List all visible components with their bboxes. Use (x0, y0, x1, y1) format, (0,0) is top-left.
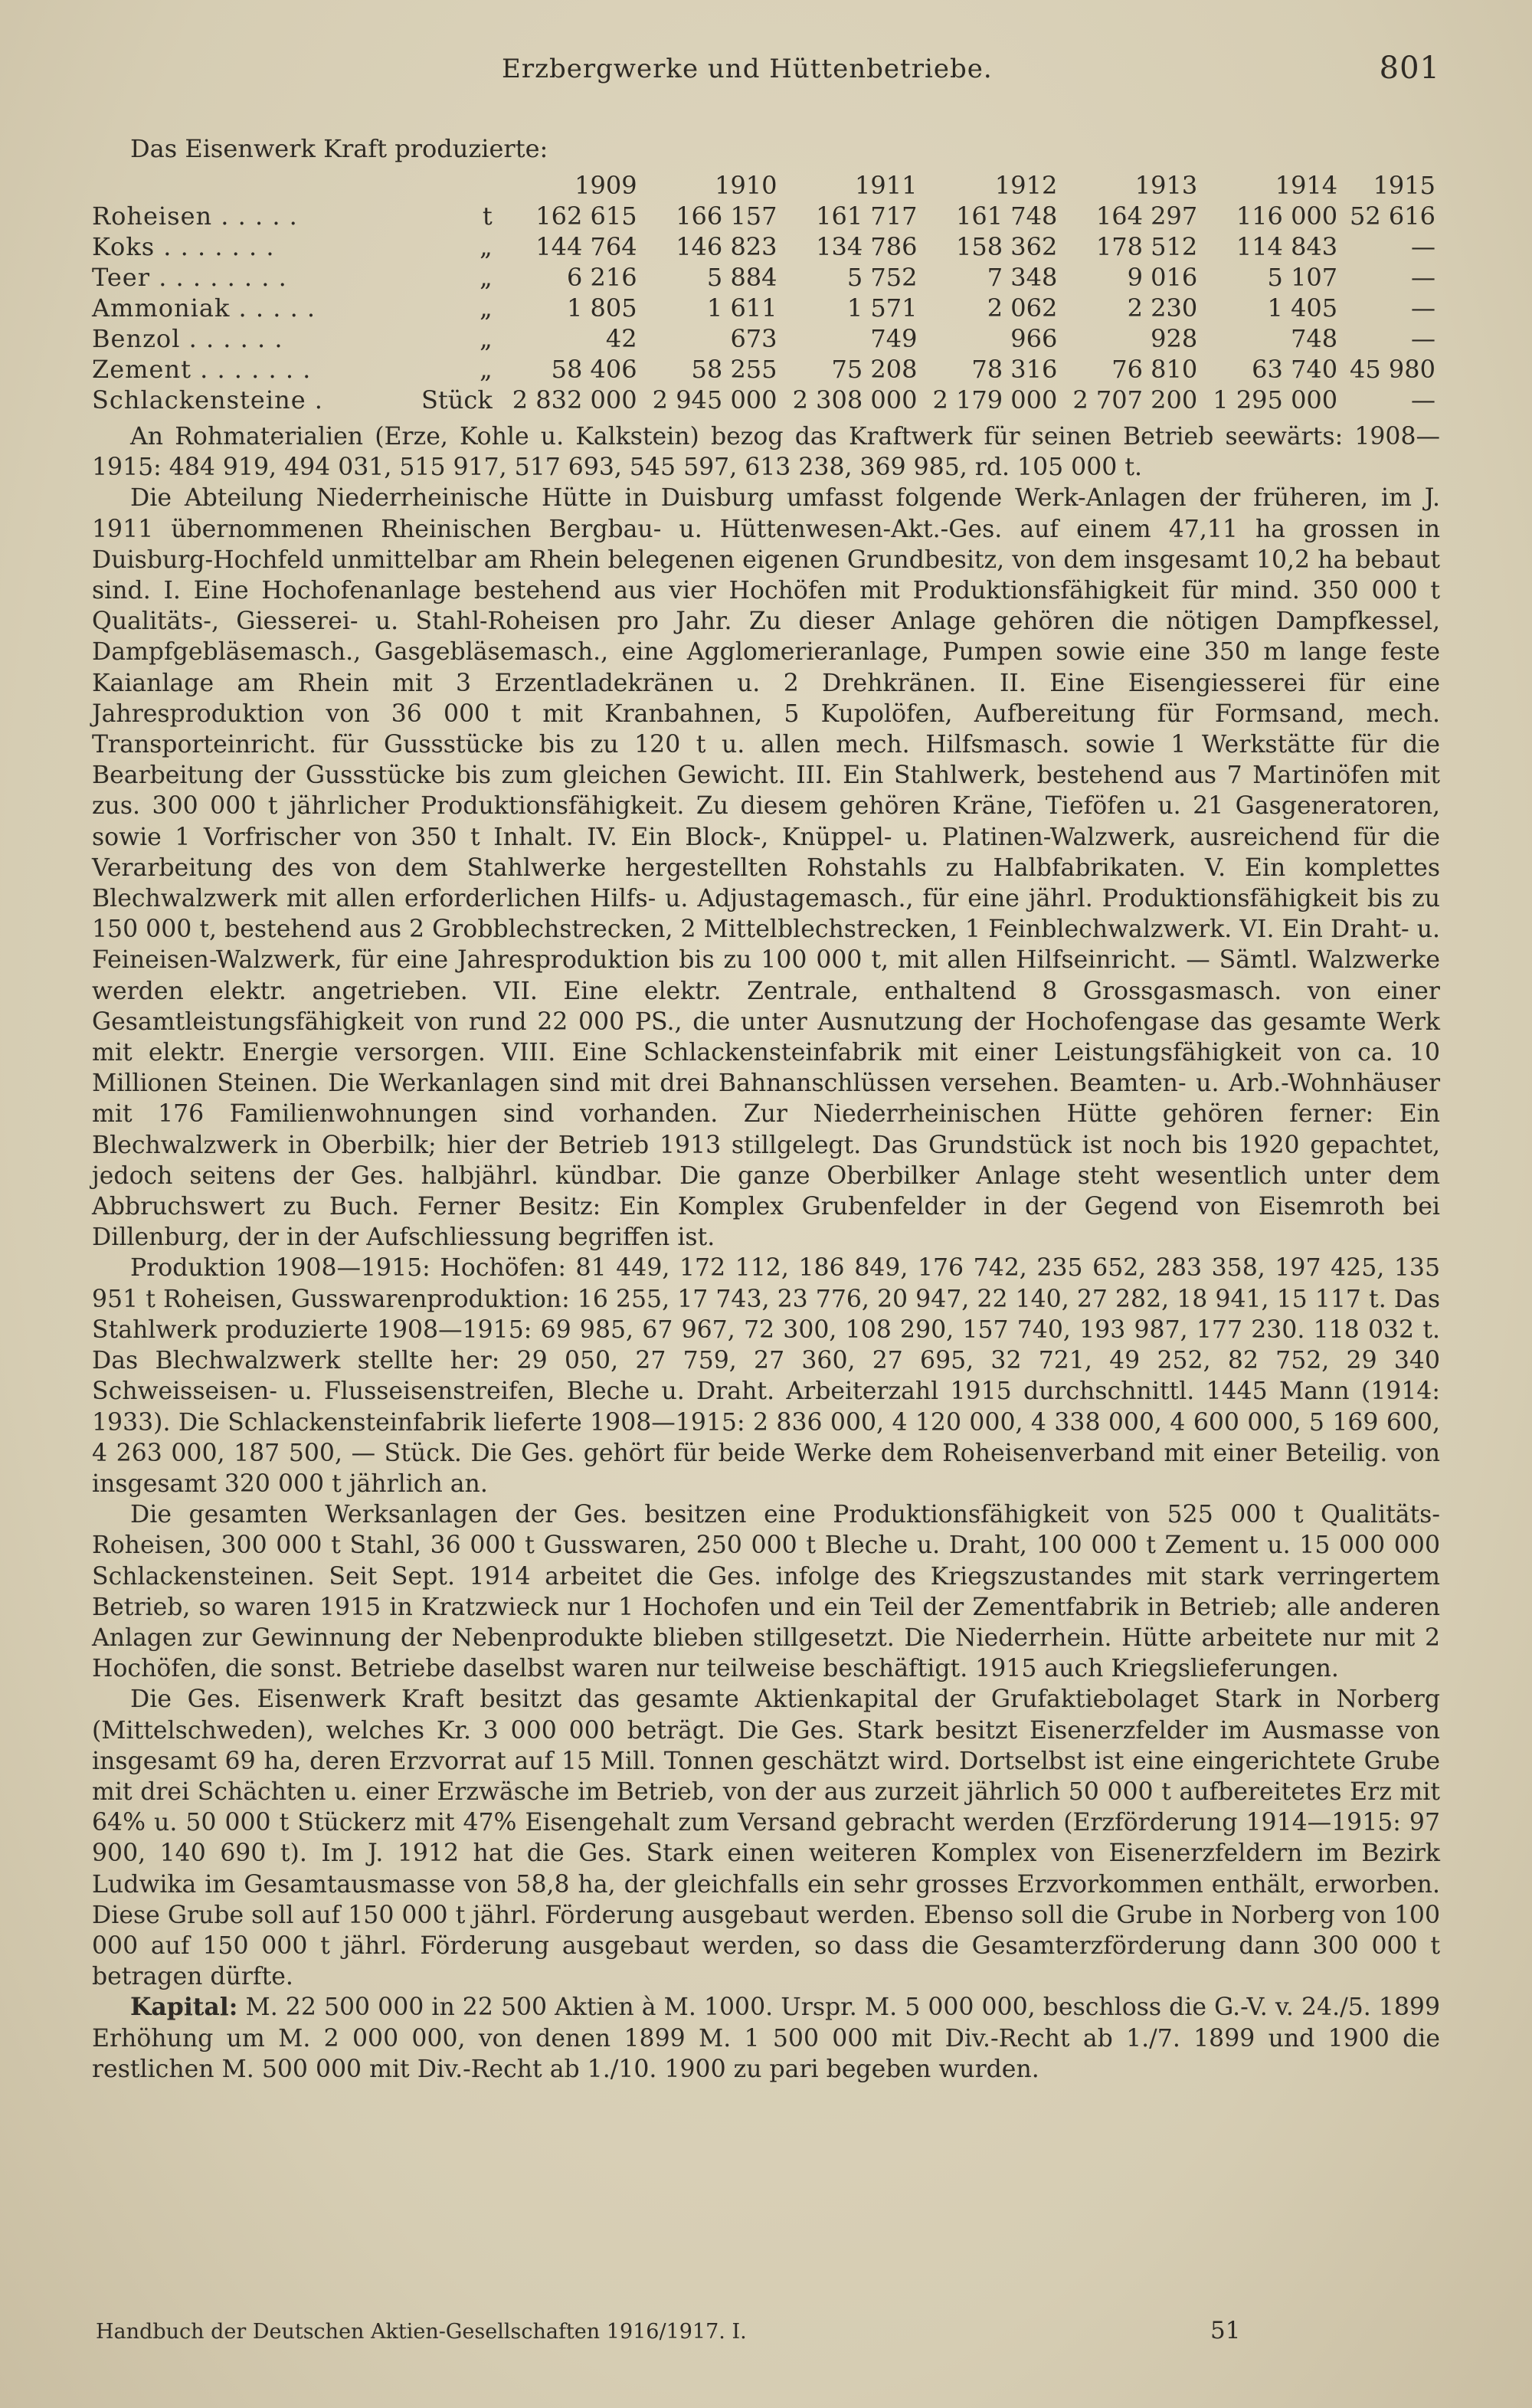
paragraph (92, 1684, 1440, 1992)
table-cell: 5 752 (846, 263, 918, 292)
table-cell: 134 786 (816, 232, 918, 261)
footer-signature: Handbuch der Deutschen Aktien-Gesellschaften 1916/1917. I. (96, 2320, 747, 2344)
table-cell: 162 615 (535, 201, 637, 231)
table-cell: 749 (870, 324, 918, 353)
paragraph-lead: Kapital: (130, 1993, 238, 2022)
table-row (92, 354, 1440, 385)
table-cell: 2 707 200 (1072, 385, 1198, 414)
row-unit: „ (480, 355, 493, 384)
paragraph-text: Produktion 1908—1915: Hochöfen: 81 449, 172 112, 186 849, 176 742, 235 652, 283 358, 197 425, 135 951 t Roheisen, Gusswarenproduktion: 16 255, 17 743, 23 776, 20 947, 22 140, 27 282, 18 941, 15 117 t. Das Stahlwerk produzierte 1908—1915: 69 985, 67 967, 72 300, 108 290, 157 740, 193 987, 177 230. 118 032 t. Das Blechwalzwerk stellte her: 29 050, 27 759, 27 360, 27 695, 32 721, 49 252, 82 752, 29 340 Schweisseisen- u. Flusseisenstreifen, Bleche u. Draht. Arbeiterzahl 1915 durchschnittl. 1445 Mann (1914: 1933). Die Schlackensteinfabrik lieferte 1908—1915: 2 836 000, 4 120 000, 4 338 000, 4 600 000, 5 169 600, 4 263 000, 187 500, — Stück. Die Ges. gehört für beide Werke dem Roheisenverband mit einer Beteilig. von insgesamt 320 000 t jährlich an. (92, 1254, 1440, 1498)
table-cell: 2 308 000 (792, 385, 918, 414)
table-cell: 2 062 (987, 293, 1058, 323)
table-cell: — (1411, 324, 1435, 353)
row-unit: t (482, 201, 493, 231)
table-row (92, 323, 1440, 354)
page-number: 801 (1379, 51, 1440, 86)
table-cell: 673 (730, 324, 777, 353)
year-header: 1910 (715, 171, 777, 200)
table-cell: 45 980 (1350, 355, 1435, 384)
table-row (92, 385, 1440, 415)
row-unit: „ (480, 324, 493, 353)
row-label: Roheisen . . . . . (92, 201, 298, 231)
row-label: Ammoniak . . . . . (92, 293, 316, 323)
paragraph-text: An Rohmaterialien (Erze, Kohle u. Kalkstein) bezog das Kraftwerk für seinen Betrieb seewärts: 1908—1915: 484 919, 494 031, 515 917, 517 693, 545 597, 613 238, 369 985, rd. 105 000 t. (92, 423, 1440, 482)
body-text (92, 421, 1440, 2085)
table-cell: 1 405 (1267, 293, 1338, 323)
row-unit: „ (480, 293, 493, 323)
paragraph-text: Die Ges. Eisenwerk Kraft besitzt das gesamte Aktienkapital der Grufaktiebolaget Stark in Norberg (Mittelschweden), welches Kr. 3 000 000 beträgt. Die Ges. Stark besitzt Eisenerzfelder im Ausmasse von insgesamt 69 ha, deren Erzvorrat auf 15 Mill. Tonnen geschätzt wird. Dortselbst ist eine eingerichtete Grube mit drei Schächten u. einer Erzwäsche im Betrieb, von der aus zurzeit jährlich 50 000 t aufbereitetes Erz mit 64% u. 50 000 t Stückerz mit 47% Eisengehalt zum Versand gebracht werden (Erzförderung 1914—1915: 97 900, 140 690 t). Im J. 1912 hat die Ges. Stark einen weiteren Komplex von Eisenerzfeldern im Bezirk Ludwika im Gesamtausmasse von 58,8 ha, der gleichfalls ein sehr grosses Erzvorkommen enthält, erworben. Diese Grube soll auf 150 000 t jährl. Förderung ausgebaut werden. Ebenso soll die Grube in Norberg von 100 000 auf 150 000 t jährl. Förderung ausgebaut werden, so dass die Gesamterzförderung dann 300 000 t betragen dürfte. (92, 1686, 1440, 1991)
year-header: 1912 (994, 171, 1058, 200)
table-cell: 158 362 (956, 232, 1058, 261)
table-cell: 161 748 (956, 201, 1058, 231)
paragraph-text: Die Abteilung Niederrheinische Hütte in Duisburg umfasst folgende Werk-Anlagen der früheren, im J. 1911 übernommenen Rheinischen Bergbau- u. Hüttenwesen-Akt.-Ges. auf einem 47,11 ha grossen in Duisburg-Hochfeld unmittelbar am Rhein belegenen eigenen Grundbesitz, von dem insgesamt 10,2 ha bebaut sind. I. Eine Hochofenanlage bestehend aus vier Hochöfen mit Produktionsfähigkeit für mind. 350 000 t Qualitäts-, Giesserei- u. Stahl-Roheisen pro Jahr. Zu dieser Anlage gehören die nötigen Dampfkessel, Dampfgebläsemasch., Gasgebläsemasch., eine Agglomerieranlage, Pumpen sowie eine 350 m lange feste Kaianlage am Rhein mit 3 Erzentladekränen u. 2 Drehkränen. II. Eine Eisengiesserei für eine Jahresproduktion von 36 000 t mit Kranbahnen, 5 Kupolöfen, Aufbereitung für Formsand, mech. Transporteinricht. für Gussstücke bis zu 120 t u. allen mech. Hilfsmasch. sowie 1 Werkstätte für die Bearbeitung der Gussstücke bis zum gleichen Gewicht. III. Ein Stahlwerk, bestehend aus 7 Martinöfen mit zus. 300 000 t jährlicher Produktionsfähigkeit. Zu diesem gehören Kräne, Tieföfen u. 21 Gasgeneratoren, sowie 1 Vorfrischer von 350 t Inhalt. IV. Ein Block-, Knüppel- u. Platinen-Walzwerk, ausreichend für die Verarbeitung des von dem Stahlwerke hergestellten Rohstahls zu Halbfabrikaten. V. Ein komplettes Blechwalzwerk mit allen erforderlichen Hilfs- u. Adjustagemasch., für eine jährl. Produktionsfähigkeit bis zu 150 000 t, bestehend aus 2 Grobblechstrecken, 2 Mittelblechstrecken, 1 Feinblechwalzwerk. VI. Ein Draht- u. Feineisen-Walzwerk, für eine Jahresproduktion bis zu 100 000 t, mit allen Hilfseinricht. — Sämtl. Walzwerke werden elektr. angetrieben. VII. Eine elektr. Zentrale, enthaltend 8 Grossgasmasch. von einer Gesamtleistungsfähigkeit von rund 22 000 PS., die unter Ausnutzung der Hochofengase das gesamte Werk mit elektr. Energie versorgen. VIII. Eine Schlackensteinfabrik mit einer Leistungsfähigkeit von ca. 10 Millionen Steinen. Die Werkanlagen sind mit drei Bahnanschlüssen versehen. Beamten- u. Arb.-Wohnhäuser mit 176 Familienwohnungen sind vorhanden. Zur Niederrheinischen Hütte gehören ferner: Ein Blechwalzwerk in Oberbilk; hier der Betrieb 1913 stillgelegt. Das Grundstück ist noch bis 1920 gepachtet, jedoch seitens der Ges. halbjährl. kündbar. Die ganze Oberbilker Anlage steht wesentlich unter dem Abbruchswert zu Buch. Ferner Besitz: Ein Komplex Grubenfelder in der Gegend von Eisemroth bei Dillenburg, der in der Aufschliessung begriffen ist. (92, 484, 1440, 1252)
production-table (92, 170, 1440, 415)
table-cell: 928 (1151, 324, 1198, 353)
table-cell: 966 (1010, 324, 1058, 353)
row-label: Benzol . . . . . . (92, 324, 283, 353)
year-header: 1914 (1275, 171, 1338, 200)
table-row (92, 262, 1440, 293)
table-cell: 1 571 (846, 293, 918, 323)
page-header (0, 48, 1532, 93)
table-cell: 58 406 (551, 355, 637, 384)
table-row (92, 201, 1440, 231)
paragraph (92, 1253, 1440, 1499)
year-header: 1913 (1134, 171, 1198, 200)
table-cell: 1 611 (706, 293, 777, 323)
table-cell: 63 740 (1252, 355, 1338, 384)
table-cell: 748 (1291, 324, 1338, 353)
table-cell: 78 316 (971, 355, 1058, 384)
table-cell: 146 823 (676, 232, 777, 261)
table-cell: 76 810 (1111, 355, 1198, 384)
paragraph (92, 1499, 1440, 1684)
paragraph (92, 421, 1440, 483)
table-cell: 1 295 000 (1213, 385, 1338, 414)
table-cell: 9 016 (1127, 263, 1198, 292)
table-cell: 58 255 (691, 355, 777, 384)
paragraph (92, 1992, 1440, 2085)
table-cell: 42 (605, 324, 637, 353)
paragraph-text: Die gesamten Werksanlagen der Ges. besitzen eine Produktionsfähigkeit von 525 000 t Qualitäts-Roheisen, 300 000 t Stahl, 36 000 t Gusswaren, 250 000 t Bleche u. Draht, 100 000 t Zement u. 15 000 000 Schlackensteinen. Seit Sept. 1914 arbeitet die Ges. infolge des Kriegszustandes mit stark verringertem Betrieb, so waren 1915 in Kratzwieck nur 1 Hochofen und ein Teil der Zementfabrik in Betrieb; alle anderen Anlagen zur Gewinnung der Nebenprodukte blieben stillgesetzt. Die Niederrhein. Hütte arbeitete nur mit 2 Hochöfen, die sonst. Betriebe daselbst waren nur teilweise beschäftigt. 1915 auch Kriegslieferungen. (92, 1501, 1440, 1683)
row-label: Schlackensteine . (92, 385, 323, 414)
table-cell: 166 157 (676, 201, 777, 231)
year-header: 1911 (854, 171, 918, 200)
table-cell: 6 216 (567, 263, 637, 292)
row-unit: „ (480, 232, 493, 261)
row-label: Koks . . . . . . . (92, 232, 275, 261)
table-header-row (92, 170, 1440, 201)
row-label: Zement . . . . . . . (92, 355, 312, 384)
table-intro: Das Eisenwerk Kraft produzierte: (130, 134, 548, 163)
table-cell: 75 208 (831, 355, 918, 384)
table-cell: — (1411, 385, 1435, 414)
row-unit: „ (480, 263, 493, 292)
table-row (92, 293, 1440, 323)
table-cell: 1 805 (567, 293, 637, 323)
paragraph (92, 483, 1440, 1253)
table-cell: 7 348 (987, 263, 1058, 292)
year-header: 1915 (1373, 171, 1435, 200)
table-cell: — (1411, 263, 1435, 292)
paragraph-text: M. 22 500 000 in 22 500 Aktien à M. 1000. Urspr. M. 5 000 000, beschloss die G.-V. v. 24./5. 1899 Erhöhung um M. 2 000 000, von denen 1899 M. 1 500 000 mit Div.-Recht ab 1./7. 1899 und 1900 die restlichen M. 500 000 mit Div.-Recht ab 1./10. 1900 zu pari begeben wurden. (92, 1994, 1440, 2083)
table-cell: 2 832 000 (512, 385, 637, 414)
running-title: Erzbergwerke und Hüttenbetriebe. (502, 54, 993, 84)
row-unit: Stück (421, 385, 493, 414)
sheet-number: 51 (1210, 2317, 1241, 2344)
table-cell: — (1411, 293, 1435, 323)
row-label: Teer . . . . . . . . (92, 263, 287, 292)
table-cell: 2 230 (1127, 293, 1198, 323)
table-cell: 161 717 (816, 201, 918, 231)
table-cell: 5 884 (706, 263, 777, 292)
table-cell: 116 000 (1236, 201, 1338, 231)
table-cell: 2 179 000 (932, 385, 1058, 414)
table-cell: 2 945 000 (652, 385, 777, 414)
table-cell: 114 843 (1236, 232, 1338, 261)
table-row (92, 231, 1440, 262)
table-cell: 144 764 (535, 232, 637, 261)
table-cell: — (1411, 232, 1435, 261)
table-cell: 178 512 (1095, 232, 1198, 261)
table-cell: 5 107 (1267, 263, 1338, 292)
table-cell: 52 616 (1350, 201, 1435, 231)
year-header: 1909 (574, 171, 637, 200)
table-cell: 164 297 (1095, 201, 1198, 231)
